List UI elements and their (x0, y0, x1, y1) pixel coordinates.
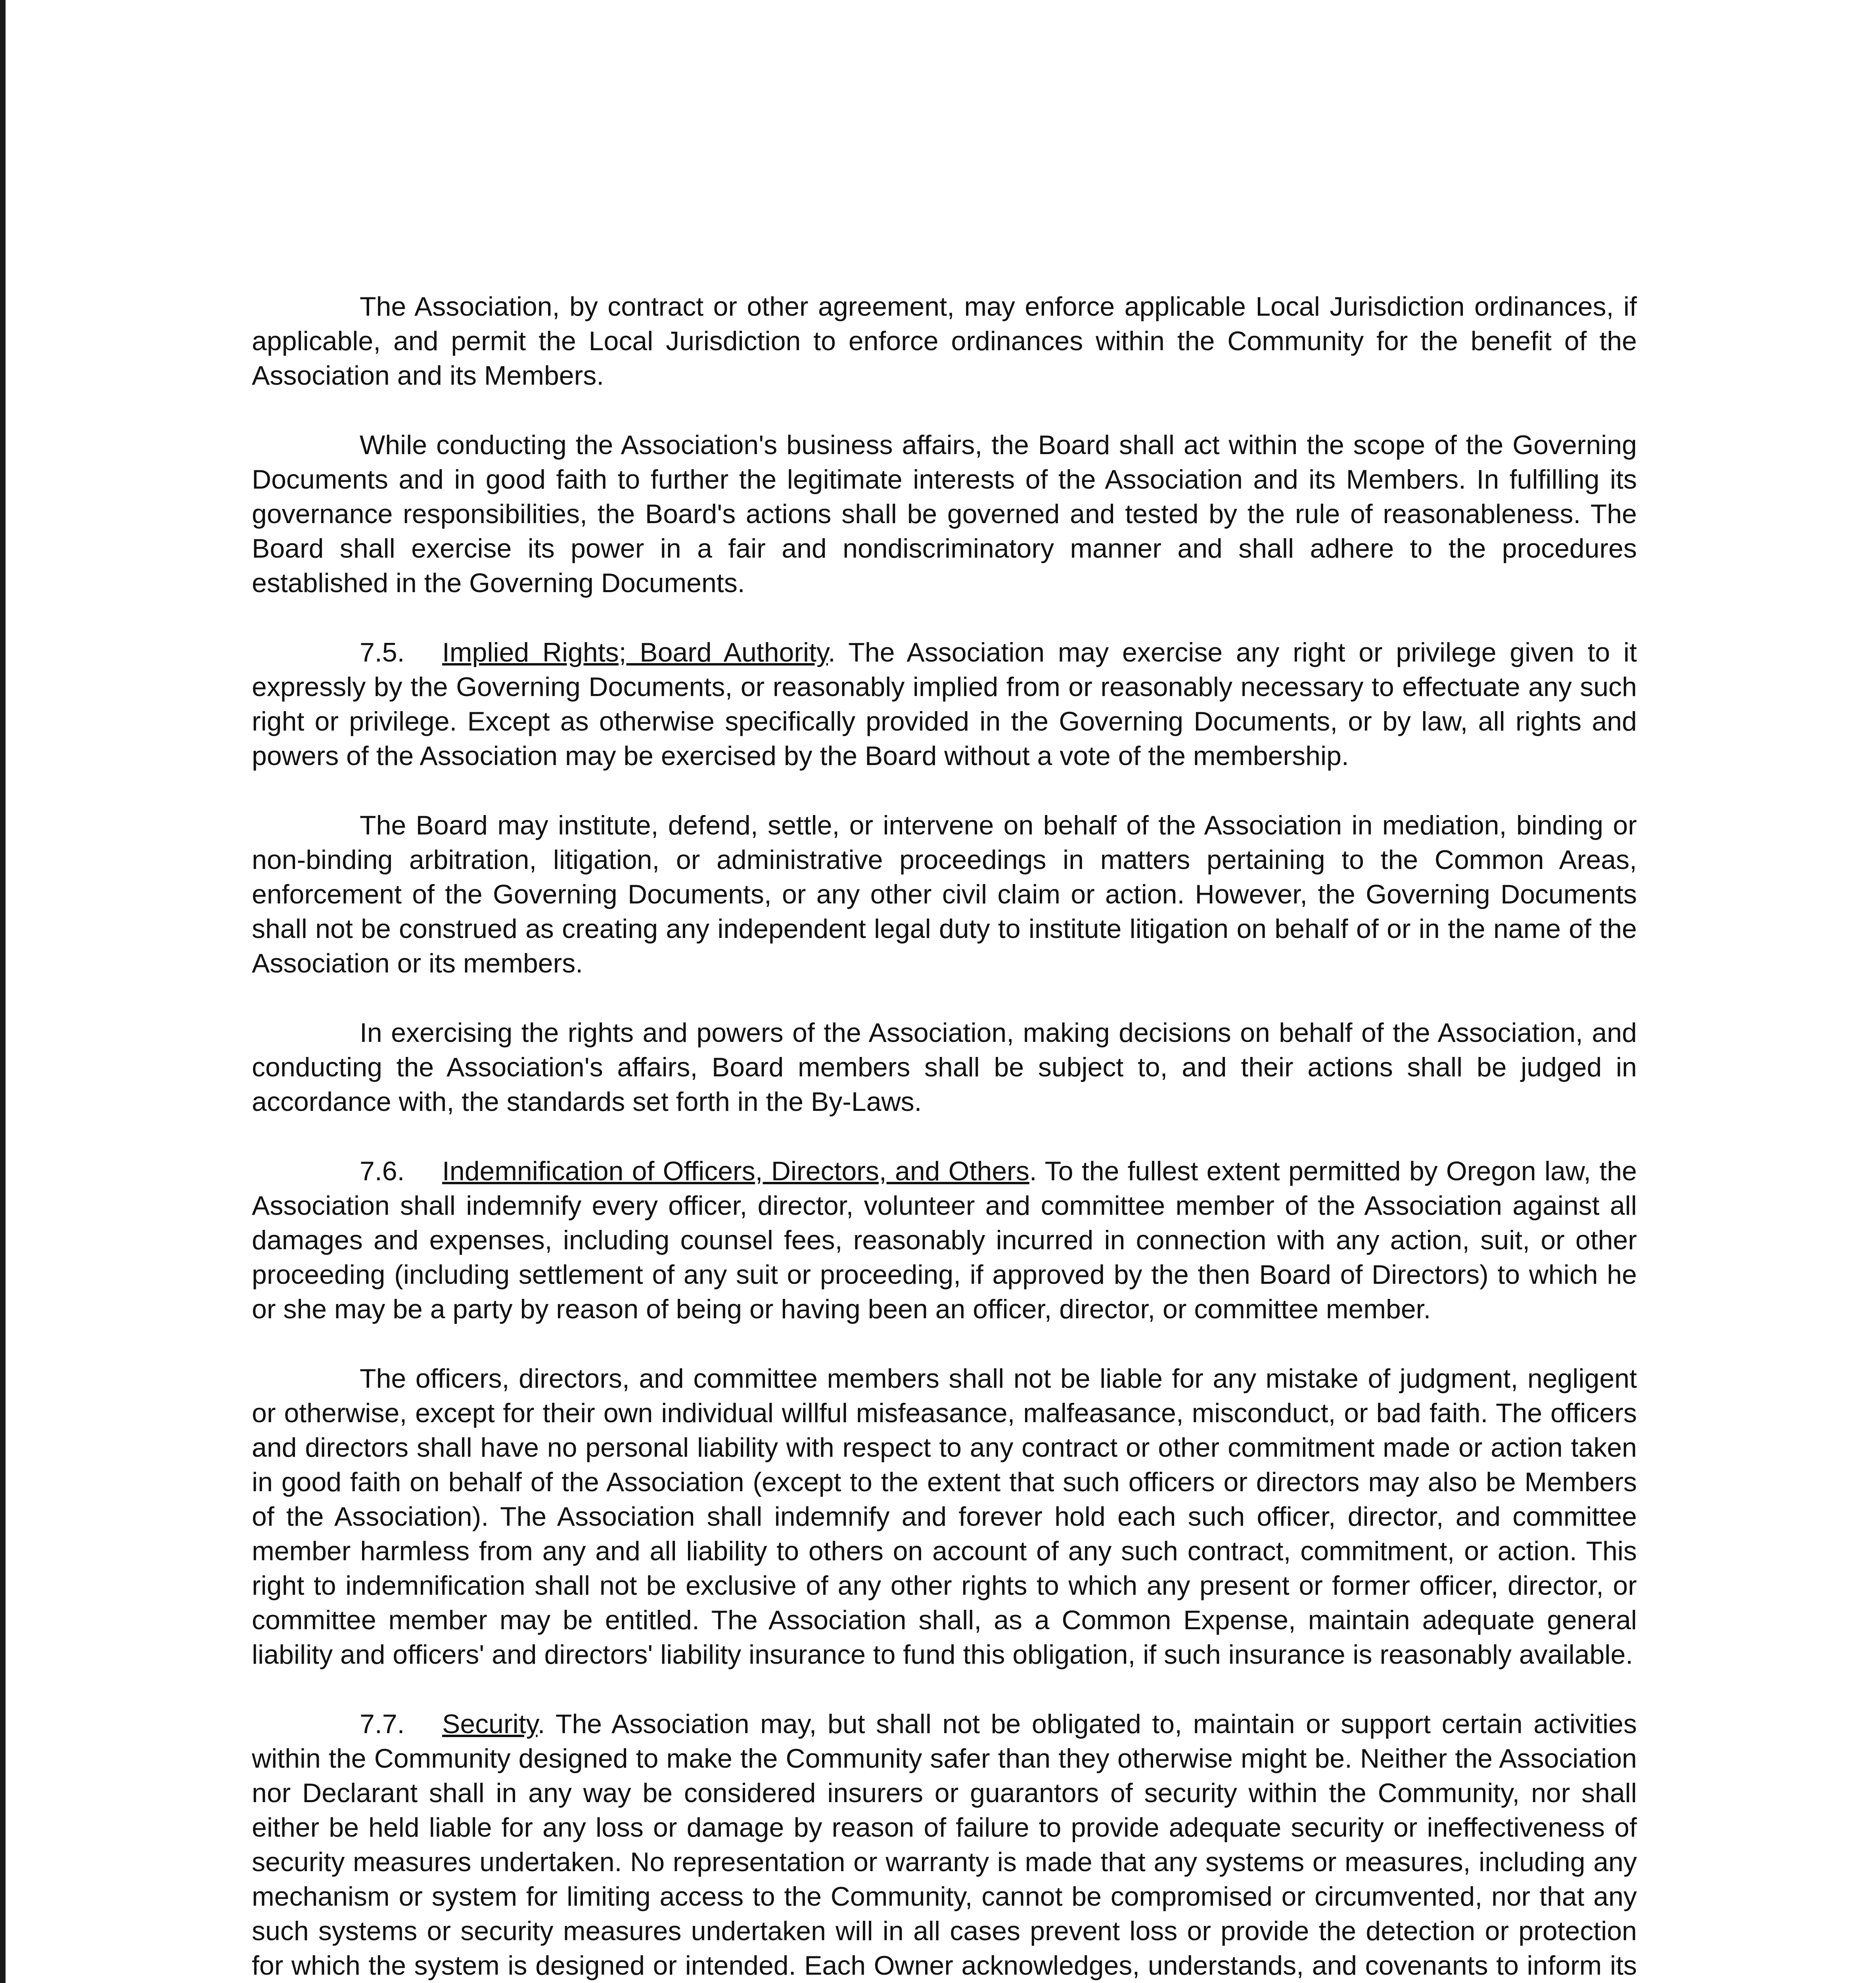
section-heading: Implied Rights; Board Authority (442, 637, 828, 667)
section-7-6 (252, 1154, 1637, 1327)
paragraph-board-standards (252, 1016, 1637, 1119)
paragraph-text: . The Association may exercise any right or privilege given to it expressly by the Governing Documents, or reasonably implied from or reasonably necessary to effectuate any such right or privilege. Except as otherwise specifically provided in the Governing Documents, or by law, all rights and powers of the Association may be exercised by the Board without a vote of the membership. (252, 637, 1637, 771)
section-heading: Security (442, 1709, 538, 1739)
section-7-5 (252, 635, 1637, 773)
paragraph-local-jurisdiction (252, 290, 1637, 393)
scan-edge (0, 0, 6, 1983)
section-heading: Indemnification of Officers, Directors, and Others (442, 1156, 1029, 1186)
paragraph-board-conduct (252, 428, 1637, 600)
paragraph-text: The Association, by contract or other agreement, may enforce applicable Local Jurisdiction ordinances, if applicable, and permit the Local Jurisdiction to enforce ordinances within the Community for the benefit of the Association and its Members. (252, 292, 1637, 391)
paragraph-text: . To the fullest extent permitted by Oregon law, the Association shall indemnify every officer, director, volunteer and committee member of the Association against all damages and expenses, including counsel fees, reasonably incurred in connection with any action, suit, or other proceeding (including settlement of any suit or proceeding, if approved by the then Board of Directors) to which he or she may be a party by reason of being or having been an officer, director, or committee member. (252, 1156, 1637, 1324)
paragraph-text: The Board may institute, defend, settle, or intervene on behalf of the Association in mediation, binding or non-binding arbitration, litigation, or administrative proceedings in matters pertaining to the Common Areas, enforcement of the Governing Documents, or any other civil claim or action. However, the Governing Documents shall not be construed as creating any independent legal duty to institute litigation on behalf of or in the name of the Association or its members. (252, 810, 1637, 978)
document-body (252, 290, 1637, 1983)
paragraph-text: While conducting the Association's business affairs, the Board shall act within the scope of the Governing Documents and in good faith to further the legitimate interests of the Association and its Members. In fulfilling its governance responsibilities, the Board's actions shall be governed and tested by the rule of reasonableness. The Board shall exercise its power in a fair and nondiscriminatory manner and shall adhere to the procedures established in the Governing Documents. (252, 430, 1637, 598)
paragraph-text: In exercising the rights and powers of the Association, making decisions on behalf of the Association, and conducting the Association's affairs, Board members shall be subject to, and their actions shall be judged in accordance with, the standards set forth in the By-Laws. (252, 1018, 1637, 1117)
section-number: 7.5. (360, 637, 405, 667)
paragraph-text: The officers, directors, and committee members shall not be liable for any mistake of judgment, negligent or otherwise, except for their own individual willful misfeasance, malfeasance, misconduct, or bad faith. The officers and directors shall have no personal liability with respect to any contract or other commitment made or action taken in good faith on behalf of the Association (except to the extent that such officers or directors may also be Members of the Association). The Association shall indemnify and forever hold each such officer, director, and committee member harmless from any and all liability to others on account of any such contract, commitment, or action. This right to indemnification shall not be exclusive of any other rights to which any present or former officer, director, or committee member may be entitled. The Association shall, as a Common Expense, maintain adequate general liability and officers' and directors' liability insurance to fund this obligation, if such insurance is reasonably available. (252, 1364, 1637, 1670)
paragraph-liability (252, 1362, 1637, 1672)
section-number: 7.6. (360, 1156, 405, 1186)
paragraph-litigation (252, 808, 1637, 981)
section-7-7 (252, 1707, 1637, 1983)
section-number: 7.7. (360, 1709, 405, 1739)
paragraph-text: . The Association may, but shall not be obligated to, maintain or support certain activities within the Community designed to make the Community safer than they otherwise might be. Neither the Association nor Declarant shall in any way be considered insurers or guarantors of security within the Community, nor shall either be held liable for any loss or damage by reason of failure to provide adequate security or ineffectiveness of security measures undertaken. No representation or warranty is made that any systems or measures, including any mechanism or system for limiting access to the Community, cannot be compromised or circumvented, nor that any such systems or security measures undertaken will in all cases prevent loss or provide the detection or protection for which the system is designed or intended. Each Owner acknowledges, understands, and covenants to inform its (252, 1709, 1637, 1981)
